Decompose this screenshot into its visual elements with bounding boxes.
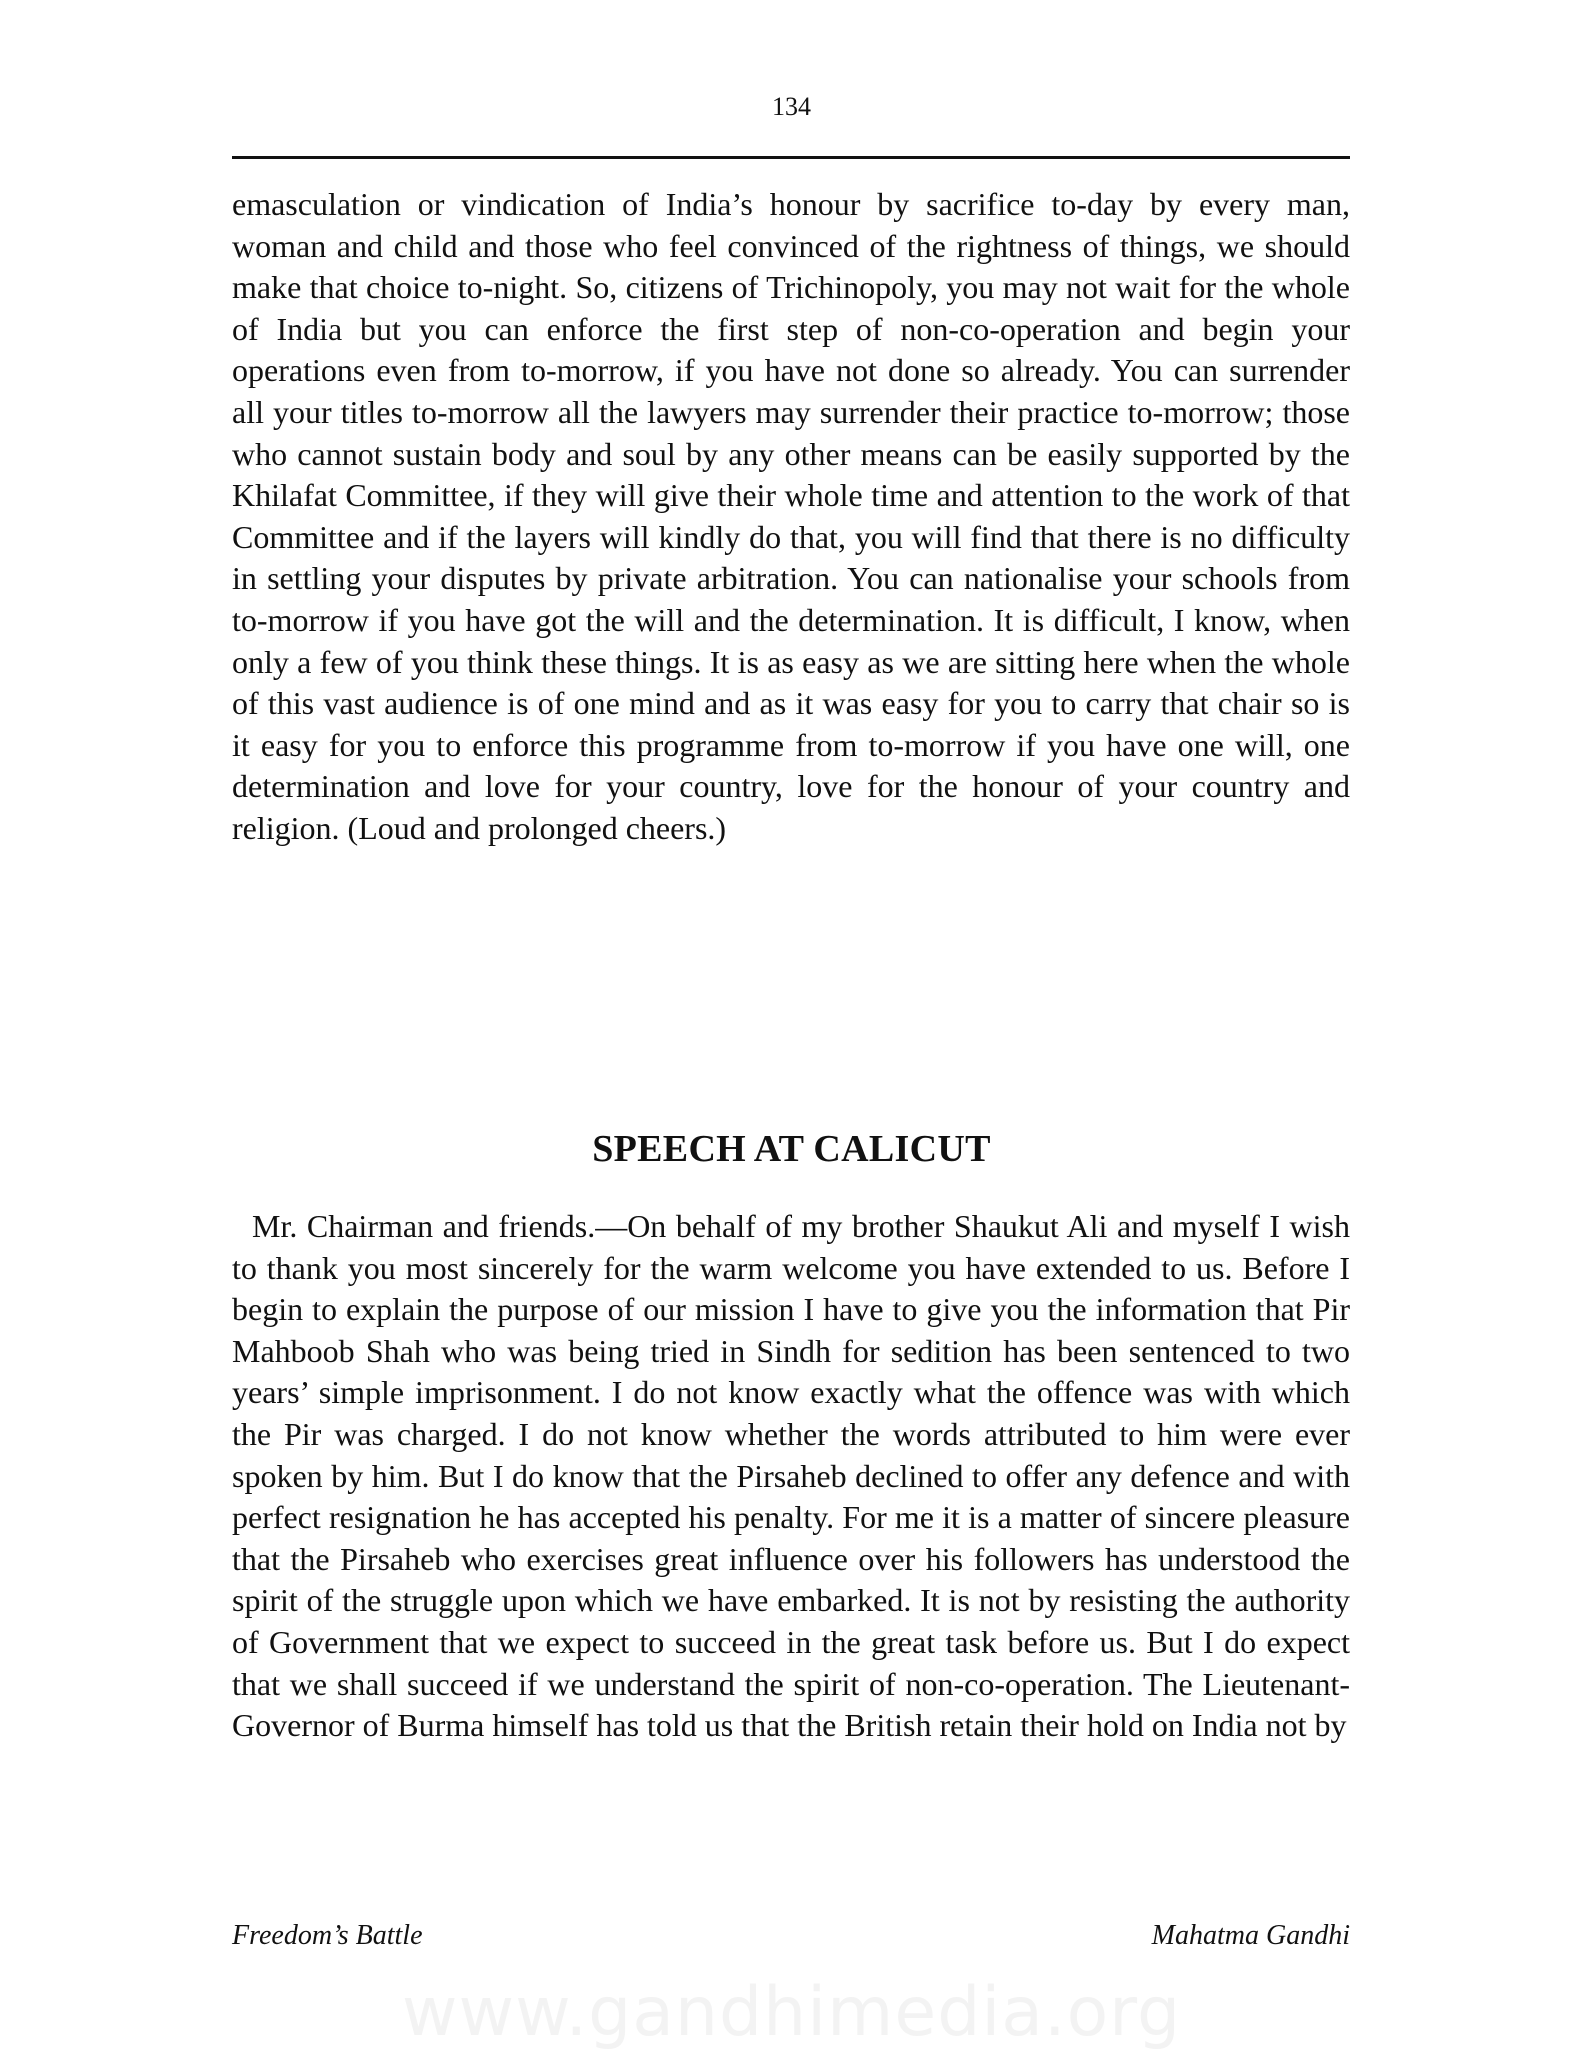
watermark: www.gandhimedia.org [401,1973,1182,2052]
page-number: 134 [772,92,811,121]
continued-paragraph: emasculation or vindication of India’s honour by sacrifice to-day by every man, woman and child and those who feel convinced of the rightness of things, we should make that choice to-night. So, citizens of Trichinopoly, you may not wait for the whole of India but you can enforce the first step of non-co-operation and begin your operations even from to-morrow, if you have not done so already. You can surrender all your titles to-morrow all the lawyers may surrender their practice to-morrow; those who cannot sustain body and soul by any other means can be easily supported by the Khilafat Committee, if they will give their whole time and attention to the work of that Committee and if the layers will kindly do that, you will find that there is no difficulty in settling your disputes by private arbitration. You can nationalise your schools from to-morrow if you have got the will and the determination. It is difficult, I know, when only a few of you think these things. It is as easy as we are sitting here when the whole of this vast audience is of one mind and as it was easy for you to carry that chair so is it easy for you to enforce this programme from to-morrow if you have one will, one determination and love for your country, love for the honour of your country and religion. (Loud and prolonged cheers.) [232,186,1350,846]
header-rule [232,156,1350,159]
speech-paragraph-block [232,1206,1350,1747]
footer-author: Mahatma Gandhi [1151,1920,1350,1951]
speech-paragraph: Mr. Chairman and friends.—On behalf of my brother Shaukut Ali and myself I wish to thank you most sincerely for the warm welcome you have extended to us. Before I begin to explain the purpose of our mission I have to give you the information that Pir Mahboob Shah who was being tried in Sindh for sedition has been sentenced to two years’ simple imprisonment. I do not know exactly what the offence was with which the Pir was charged. I do not know whether the words attributed to him were ever spoken by him. But I do know that the Pirsaheb declined to offer any defence and with perfect resignation he has accepted his penalty. For me it is a matter of sincere pleasure that the Pirsaheb who exercises great influence over his followers has understood the spirit of the struggle upon which we have embarked. It is not by resisting the authority of Government that we expect to succeed in the great task before us. But I do expect that we shall succeed if we understand the spirit of non-co-operation. The Lieutenant-Governor of Burma himself has told us that the British retain their hold on India not by [232,1208,1350,1744]
continued-paragraph-block [232,184,1350,850]
section-title: SPEECH AT CALICUT [592,1127,991,1170]
footer-book-title: Freedom’s Battle [232,1920,423,1951]
